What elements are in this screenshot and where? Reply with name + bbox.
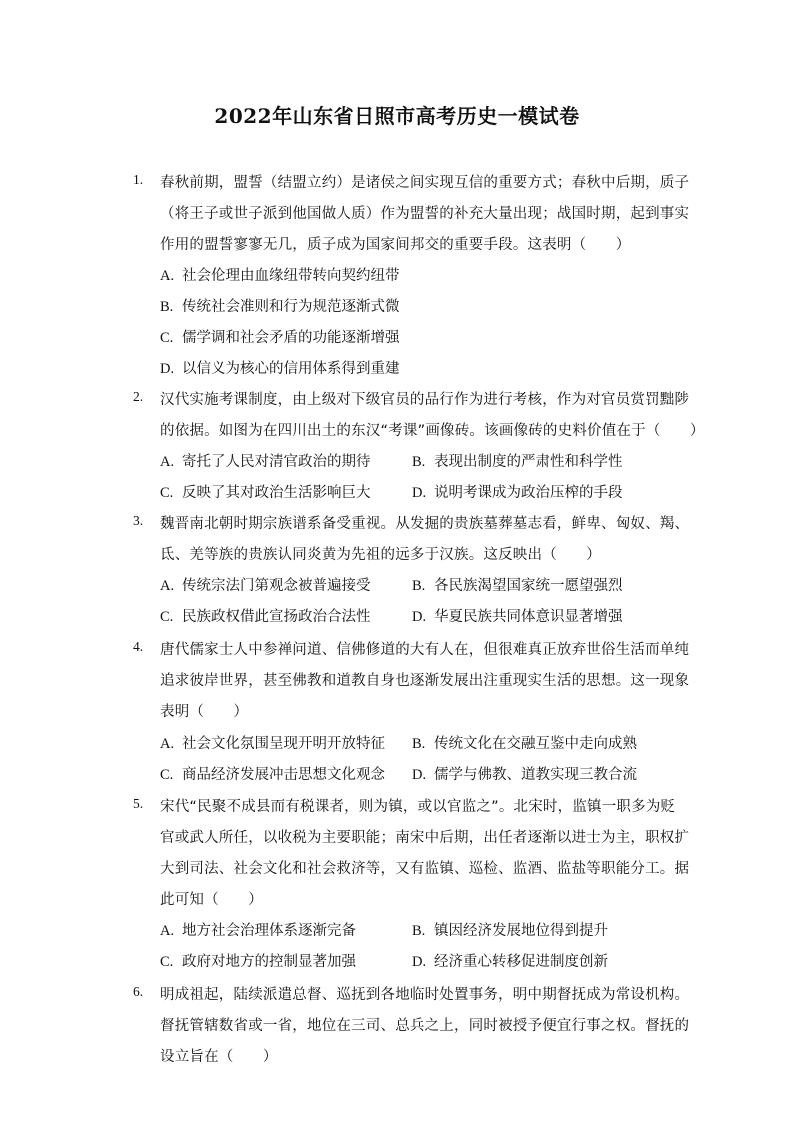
question-stem-line: 春秋前期，盟誓（结盟立约）是诸侯之间实现互信的重要方式；春秋中后期，质子 [160, 175, 690, 191]
option-b[interactable]: B. 镇因经济发展地位得到提升 [412, 923, 608, 939]
option-c[interactable]: C. 商品经济发展冲击思想文化观念 [160, 767, 385, 783]
question-stem-line: 宋代“民聚不成县而有税课者，则为镇，或以官监之”。北宋时，监镇一职多为贬 [160, 799, 676, 815]
question-stem-line: 追求彼岸世界，甚至佛教和道教自身也逐渐发展出注重现实生活的思想。这一现象 [160, 673, 690, 689]
option-d[interactable]: D. 儒学与佛教、道教实现三教合流 [412, 767, 637, 783]
question-number: 3. [133, 513, 144, 528]
question-number: 6. [133, 984, 144, 999]
question-stem-line: 作用的盟誓寥寥无几，质子成为国家间邦交的重要手段。这表明（ ） [160, 237, 631, 253]
option-a[interactable]: A. 传统宗法门第观念被普遍接受 [160, 578, 371, 594]
question-number: 5. [133, 796, 144, 811]
question-stem-line: 督抚管辖数省或一省，地位在三司、总兵之上，同时被授予便宜行事之权。督抚的 [160, 1018, 690, 1034]
option-b[interactable]: B. 传统文化在交融互鉴中走向成熟 [412, 736, 637, 752]
option-a[interactable]: A. 社会文化氛围呈现开明开放特征 [160, 736, 385, 752]
question-stem-line: 表明（ ） [160, 704, 249, 720]
question-stem-line: （将王子或世子派到他国做人质）作为盟誓的补充大量出现；战国时期，起到事实 [160, 206, 690, 222]
option-c[interactable]: C. 民族政权借此宣扬政治合法性 [160, 609, 371, 625]
page-title: 2022年山东省日照市高考历史一模试卷 [214, 104, 580, 128]
question-stem-line: 大到司法、社会文化和社会救济等，又有监镇、巡检、监酒、监盐等职能分工。据 [160, 861, 690, 877]
option-d[interactable]: D. 经济重心转移促进制度创新 [412, 954, 608, 970]
option-b[interactable]: B. 各民族渴望国家统一愿望强烈 [412, 578, 623, 594]
question-stem-line: 唐代儒家士人中参禅问道、信佛修道的大有人在，但很难真正放弃世俗生活而单纯 [160, 642, 690, 658]
question-number: 4. [133, 639, 144, 654]
option-b[interactable]: B. 表现出制度的严肃性和科学性 [412, 454, 623, 470]
option-d[interactable]: D. 以信义为核心的信用体系得到重建 [160, 361, 400, 377]
question-stem-line: 明成祖起，陆续派遣总督、巡抚到各地临时处置事务，明中期督抚成为常设机构。 [160, 987, 690, 1003]
question-stem-line: 汉代实施考课制度，由上级对下级官员的品行作为进行考核，作为对官员赏罚黜陟 [160, 392, 690, 408]
question-stem-line: 设立旨在（ ） [160, 1049, 278, 1065]
option-a[interactable]: A. 地方社会治理体系逐渐完备 [160, 923, 356, 939]
option-a[interactable]: A. 寄托了人民对清官政治的期待 [160, 454, 371, 470]
option-c[interactable]: C. 儒学调和社会矛盾的功能逐渐增强 [160, 330, 400, 346]
option-a[interactable]: A. 社会伦理由血缘纽带转向契约纽带 [160, 268, 400, 284]
option-d[interactable]: D. 说明考课成为政治压榨的手段 [412, 485, 623, 501]
question-stem-line: 的依据。如图为在四川出土的东汉“考课”画像砖。该画像砖的史料价值在于（ ） [160, 423, 705, 439]
option-c[interactable]: C. 政府对地方的控制显著加强 [160, 954, 356, 970]
question-stem-line: 魏晋南北朝时期宗族谱系备受重视。从发掘的贵族墓葬墓志看，鲜卑、匈奴、羯、 [160, 516, 690, 532]
question-stem-line: 此可知（ ） [160, 892, 263, 908]
option-d[interactable]: D. 华夏民族共同体意识显著增强 [412, 609, 623, 625]
option-c[interactable]: C. 反映了其对政治生活影响巨大 [160, 485, 371, 501]
option-b[interactable]: B. 传统社会准则和行为规范逐渐式微 [160, 299, 400, 315]
question-number: 2. [133, 389, 144, 404]
question-stem-line: 氐、羌等族的贵族认同炎黄为先祖的远多于汉族。这反映出（ ） [160, 547, 601, 563]
question-number: 1. [133, 172, 144, 187]
question-stem-line: 官或武人所任，以收税为主要职能；南宋中后期，出任者逐渐以进士为主，职权扩 [160, 830, 690, 846]
